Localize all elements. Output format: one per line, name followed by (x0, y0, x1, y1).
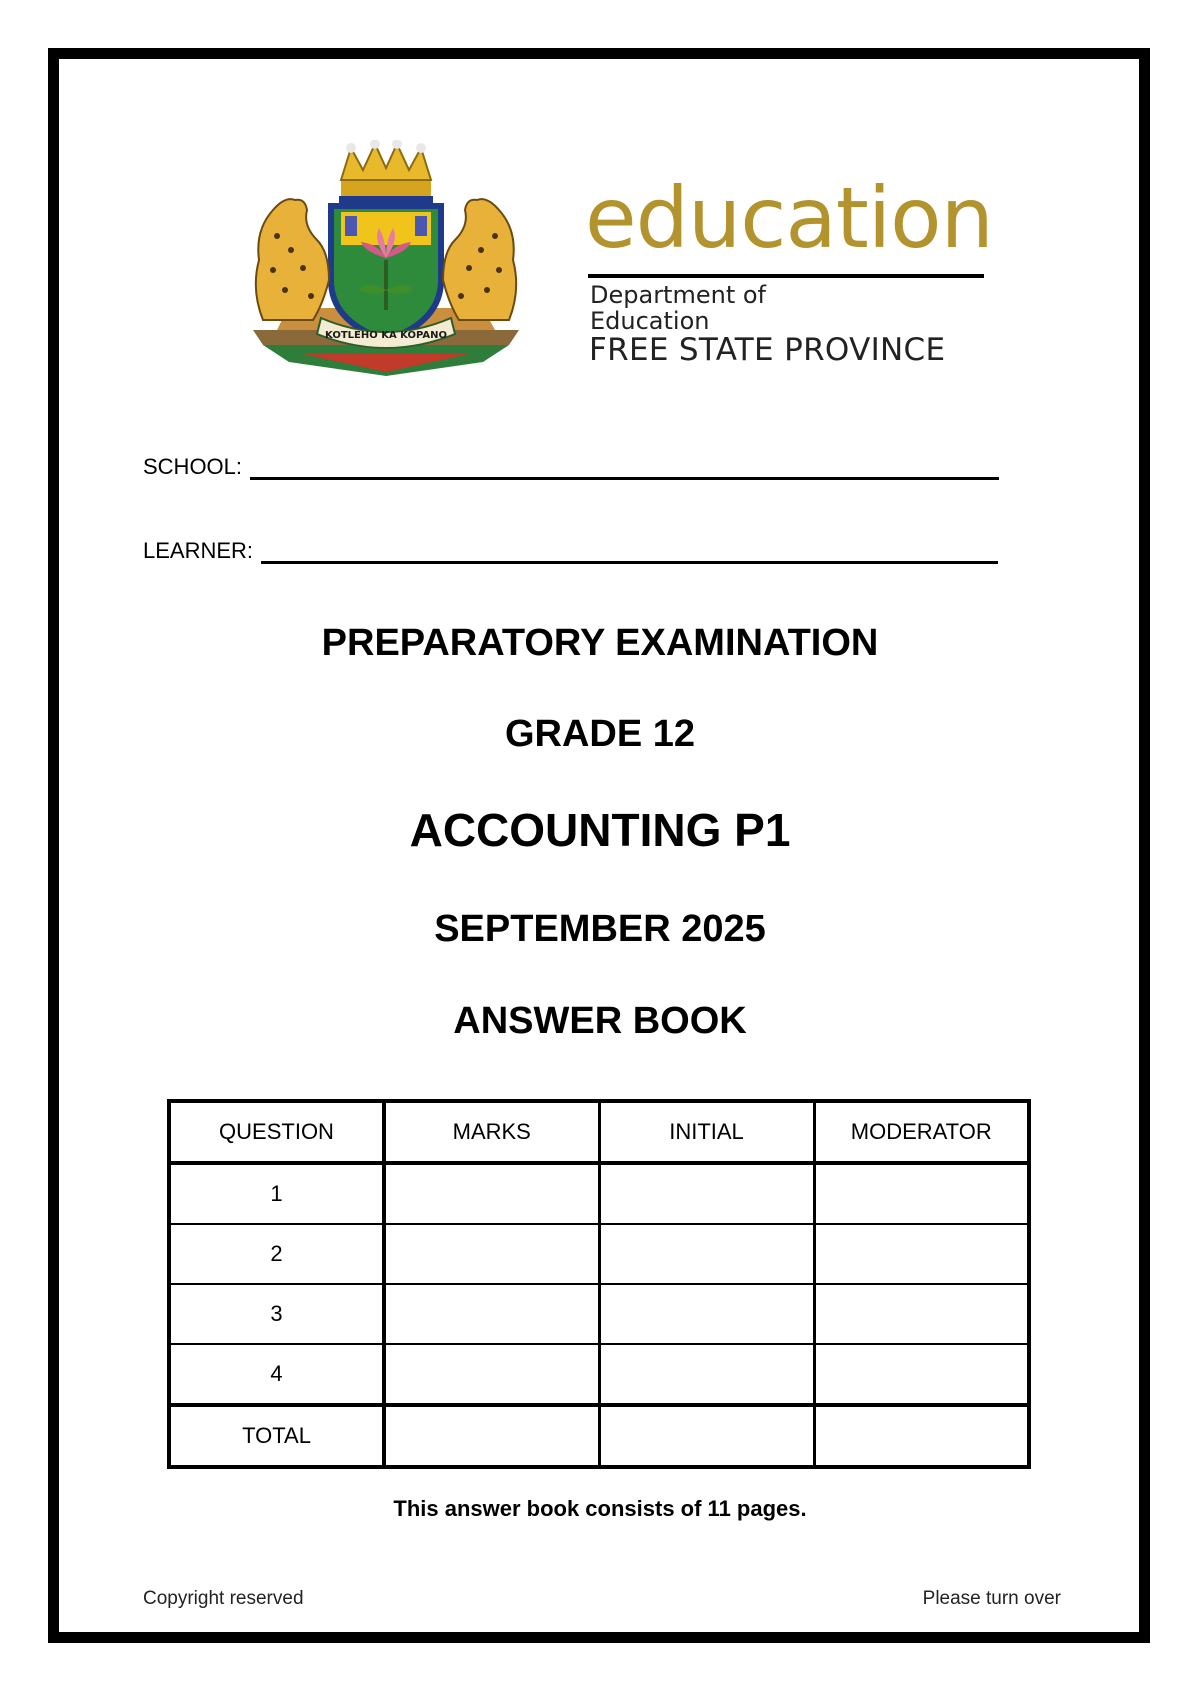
learner-field (143, 538, 998, 564)
marks-cell[interactable] (384, 1224, 599, 1284)
moderator-cell[interactable] (814, 1224, 1029, 1284)
booklet-title: ANSWER BOOK (453, 1000, 747, 1042)
brand-wordmark: education (585, 169, 993, 267)
total-marks-cell[interactable] (384, 1405, 599, 1467)
department-name: Department of Education (590, 281, 766, 335)
subject-title: ACCOUNTING P1 (409, 804, 791, 856)
header-marks: MARKS (384, 1101, 599, 1163)
table-row (169, 1284, 1029, 1344)
date-title: SEPTEMBER 2025 (434, 908, 766, 950)
school-field (143, 454, 999, 480)
brand-divider (588, 274, 984, 278)
crest-motto: KOTLEHO KA KOPANO (325, 330, 447, 341)
table-row (169, 1224, 1029, 1284)
learner-label: LEARNER: (143, 538, 254, 563)
footer-turn-over: Please turn over (922, 1588, 1061, 1609)
question-number: 2 (169, 1224, 384, 1284)
marks-cell[interactable] (384, 1163, 599, 1224)
initial-cell[interactable] (599, 1344, 814, 1405)
moderator-cell[interactable] (814, 1163, 1029, 1224)
exam-title: PREPARATORY EXAMINATION (321, 622, 879, 664)
province-name: FREE STATE PROVINCE (589, 332, 946, 368)
school-line[interactable] (250, 461, 999, 480)
marks-cell[interactable] (384, 1284, 599, 1344)
header-moderator: MODERATOR (814, 1101, 1029, 1163)
department-brand (585, 168, 993, 378)
grade-title: GRADE 12 (504, 713, 696, 755)
initial-cell[interactable] (599, 1284, 814, 1344)
coat-of-arms-logo (233, 140, 539, 388)
footer-copyright: Copyright reserved (143, 1588, 304, 1609)
page-count-note: This answer book consists of 11 pages. (393, 1496, 807, 1521)
moderator-cell[interactable] (814, 1284, 1029, 1344)
question-number: 1 (169, 1163, 384, 1224)
initial-cell[interactable] (599, 1163, 814, 1224)
total-initial-cell[interactable] (599, 1405, 814, 1467)
total-moderator-cell[interactable] (814, 1405, 1029, 1467)
total-label: TOTAL (169, 1405, 384, 1467)
question-number: 4 (169, 1344, 384, 1405)
table-header-row (169, 1101, 1029, 1163)
question-number: 3 (169, 1284, 384, 1344)
header-initial: INITIAL (599, 1101, 814, 1163)
header-question: QUESTION (169, 1101, 384, 1163)
table-total-row (169, 1405, 1029, 1467)
school-label: SCHOOL: (143, 454, 243, 479)
moderator-cell[interactable] (814, 1344, 1029, 1405)
marks-table (167, 1099, 1031, 1469)
table-row (169, 1344, 1029, 1405)
learner-line[interactable] (261, 545, 998, 564)
table-row (169, 1163, 1029, 1224)
initial-cell[interactable] (599, 1224, 814, 1284)
marks-cell[interactable] (384, 1344, 599, 1405)
